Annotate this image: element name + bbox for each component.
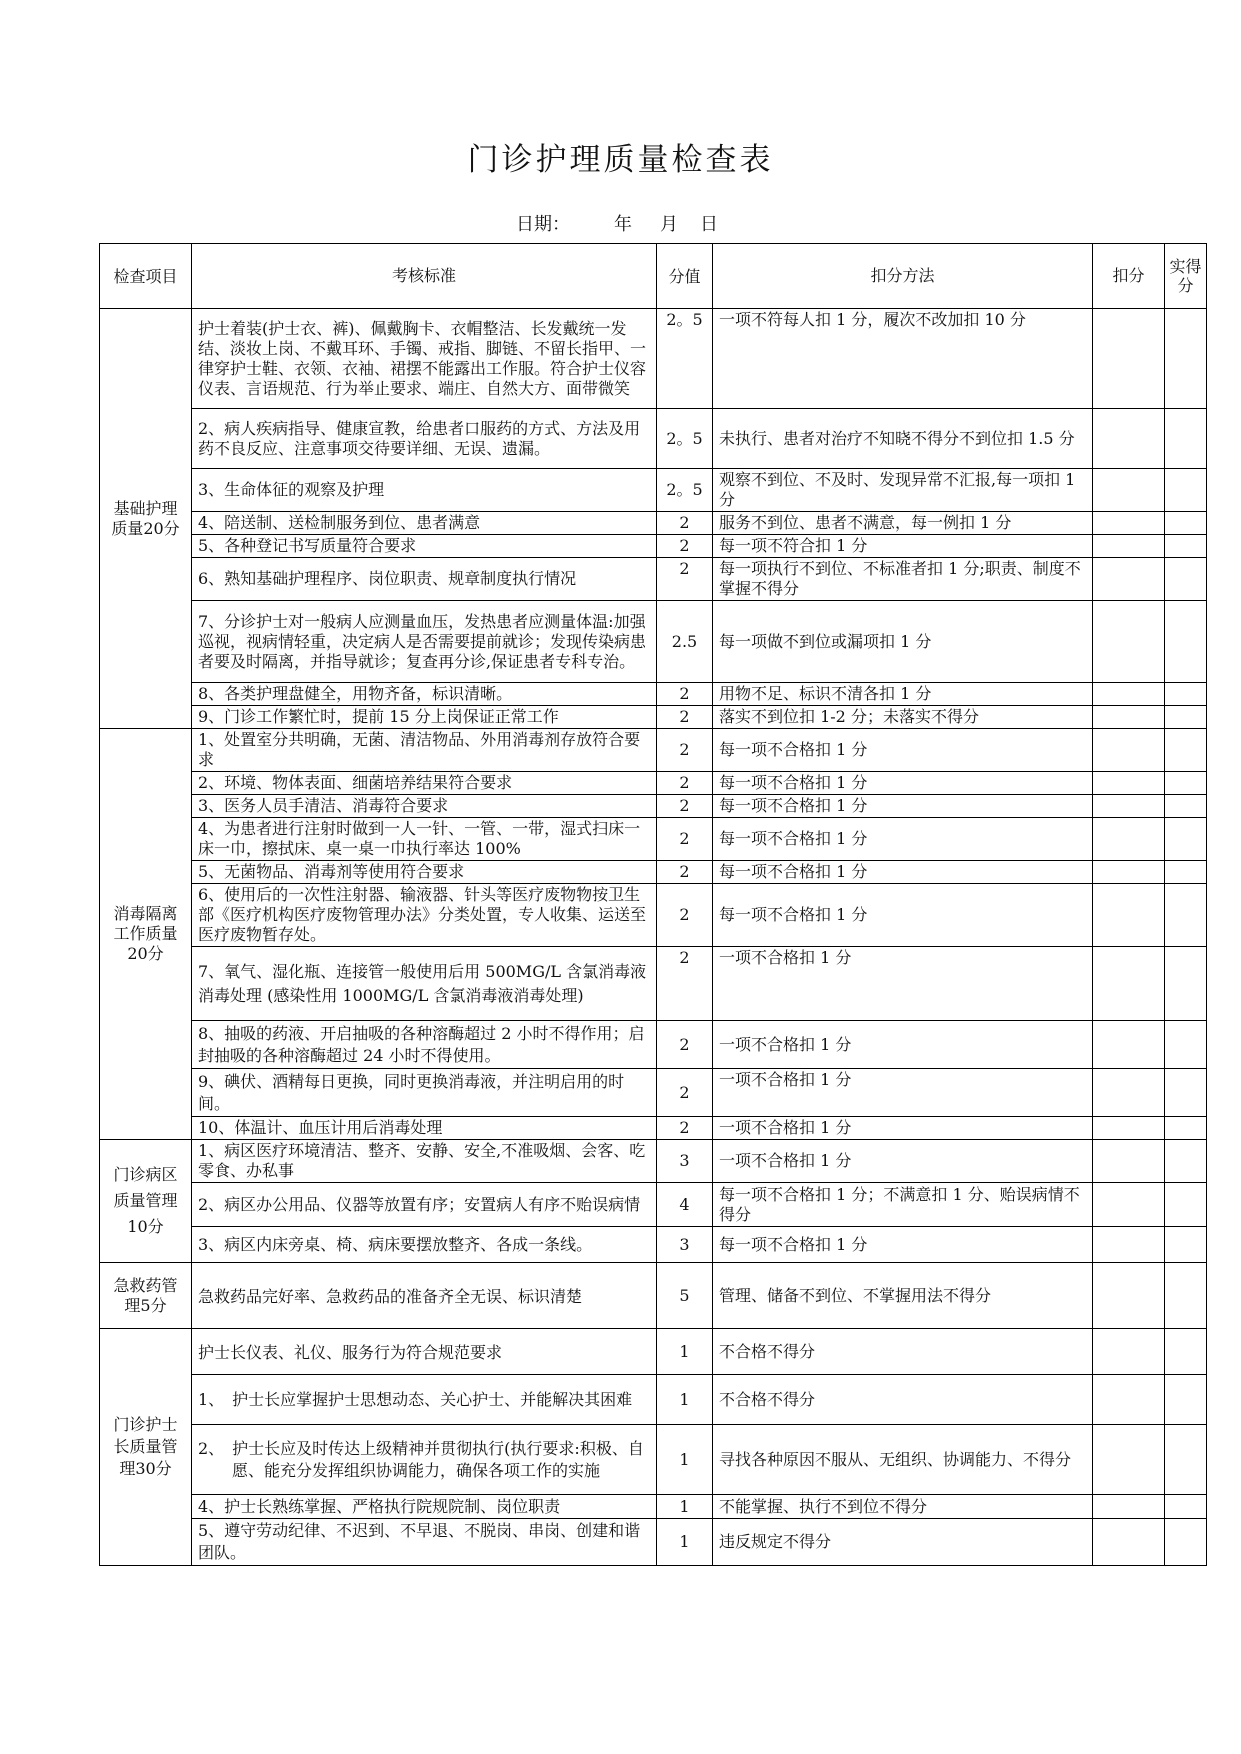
deduct-cell[interactable] bbox=[1093, 1263, 1165, 1329]
deduct-cell[interactable] bbox=[1093, 1375, 1165, 1425]
standard-cell: 急救药品完好率、急救药品的准备齐全无误、标识清楚 bbox=[192, 1263, 657, 1329]
standard-cell: 3、生命体征的观察及护理 bbox=[192, 469, 657, 512]
standard-cell: 1、处置室分共明确，无菌、清洁物品、外用消毒剂存放符合要求 bbox=[192, 729, 657, 772]
table-row bbox=[100, 535, 1207, 558]
standard-cell: 护士着装(护士衣、裤)、佩戴胸卡、衣帽整洁、长发戴统一发结、淡妆上岗、不戴耳环、手镯、戒指、脚链、不留长指甲、一律穿护士鞋、衣领、衣袖、裙摆不能露出工作服。符合护士仪容仪表、言语规范、行为举止要求、端庄、自然大方、面带微笑 bbox=[192, 309, 657, 409]
category-basic-nursing: 基础护理质量20分 bbox=[100, 309, 192, 729]
deduct-cell[interactable] bbox=[1093, 818, 1165, 861]
table-row bbox=[100, 1069, 1207, 1117]
score-cell: 1 bbox=[657, 1329, 713, 1375]
method-cell: 管理、储备不到位、不掌握用法不得分 bbox=[713, 1263, 1093, 1329]
score-cell: 2。5 bbox=[657, 409, 713, 469]
header-standard: 考核标准 bbox=[192, 244, 657, 309]
method-cell: 每一项不合格扣 1 分 bbox=[713, 795, 1093, 818]
table-row bbox=[100, 469, 1207, 512]
actual-score-cell[interactable] bbox=[1165, 469, 1207, 512]
standard-cell: 4、陪送制、送检制服务到位、患者满意 bbox=[192, 512, 657, 535]
score-cell: 2 bbox=[657, 861, 713, 884]
deduct-cell[interactable] bbox=[1093, 729, 1165, 772]
standard-cell: 2、病人疾病指导、健康宣教，给患者口服药的方式、方法及用药不良反应、注意事项交待要详细、无误、遗漏。 bbox=[192, 409, 657, 469]
table-row bbox=[100, 1495, 1207, 1519]
actual-score-cell[interactable] bbox=[1165, 706, 1207, 729]
table-row bbox=[100, 1263, 1207, 1329]
deduct-cell[interactable] bbox=[1093, 309, 1165, 409]
method-cell: 不能掌握、执行不到位不得分 bbox=[713, 1495, 1093, 1519]
actual-score-cell[interactable] bbox=[1165, 1425, 1207, 1495]
table-row bbox=[100, 309, 1207, 409]
deduct-cell[interactable] bbox=[1093, 884, 1165, 947]
table-row bbox=[100, 861, 1207, 884]
standard-cell: 5、遵守劳动纪律、不迟到、不早退、不脱岗、串岗、创建和谐团队。 bbox=[192, 1519, 657, 1566]
score-cell: 2 bbox=[657, 772, 713, 795]
standard-cell: 5、无菌物品、消毒剂等使用符合要求 bbox=[192, 861, 657, 884]
actual-score-cell[interactable] bbox=[1165, 309, 1207, 409]
header-deduct: 扣分 bbox=[1093, 244, 1165, 309]
standard-cell bbox=[192, 1425, 657, 1495]
deduct-cell[interactable] bbox=[1093, 601, 1165, 683]
score-cell: 4 bbox=[657, 1183, 713, 1227]
deduct-cell[interactable] bbox=[1093, 1495, 1165, 1519]
standard-text: 1、 护士长应掌握护士思想动态、关心护士、并能解决其困难 bbox=[198, 1389, 633, 1409]
actual-score-cell[interactable] bbox=[1165, 558, 1207, 601]
table-row bbox=[100, 884, 1207, 947]
standard-cell: 9、门诊工作繁忙时，提前 15 分上岗保证正常工作 bbox=[192, 706, 657, 729]
table-row bbox=[100, 706, 1207, 729]
standard-cell: 7、氧气、湿化瓶、连接管一般使用后用 500MG/L 含氯消毒液消毒处理 (感染性用 1000MG/L 含氯消毒液消毒处理) bbox=[192, 947, 657, 1021]
table-row bbox=[100, 1519, 1207, 1566]
deduct-cell[interactable] bbox=[1093, 1227, 1165, 1263]
actual-score-cell[interactable] bbox=[1165, 601, 1207, 683]
score-cell: 2 bbox=[657, 558, 713, 601]
score-cell: 3 bbox=[657, 1227, 713, 1263]
standard-cell: 5、各种登记书写质量符合要求 bbox=[192, 535, 657, 558]
score-cell: 2 bbox=[657, 947, 713, 1021]
table-row bbox=[100, 1117, 1207, 1140]
table-row bbox=[100, 1021, 1207, 1069]
score-cell: 2 bbox=[657, 683, 713, 706]
table-row bbox=[100, 1227, 1207, 1263]
date-year: 年 bbox=[614, 214, 632, 235]
actual-score-cell[interactable] bbox=[1165, 795, 1207, 818]
score-cell: 1 bbox=[657, 1375, 713, 1425]
score-cell: 1 bbox=[657, 1425, 713, 1495]
actual-score-cell[interactable] bbox=[1165, 884, 1207, 947]
score-cell: 2 bbox=[657, 884, 713, 947]
table-row bbox=[100, 1140, 1207, 1183]
standard-cell: 8、各类护理盘健全，用物齐备，标识清晰。 bbox=[192, 683, 657, 706]
method-cell: 不合格不得分 bbox=[713, 1375, 1093, 1425]
score-cell: 2。5 bbox=[657, 309, 713, 409]
method-cell: 每一项不合格扣 1 分 bbox=[713, 818, 1093, 861]
standard-cell: 2、环境、物体表面、细菌培养结果符合要求 bbox=[192, 772, 657, 795]
document-title: 门诊护理质量检查表 bbox=[467, 142, 774, 178]
deduct-cell[interactable] bbox=[1093, 1183, 1165, 1227]
table-row bbox=[100, 795, 1207, 818]
score-cell: 2 bbox=[657, 1117, 713, 1140]
actual-score-cell[interactable] bbox=[1165, 818, 1207, 861]
deduct-cell[interactable] bbox=[1093, 512, 1165, 535]
standard-cell: 1、病区医疗环境清洁、整齐、安静、安全,不准吸烟、会客、吃零食、办私事 bbox=[192, 1140, 657, 1183]
method-cell: 每一项不合格扣 1 分；不满意扣 1 分、贻误病情不得分 bbox=[713, 1183, 1093, 1227]
score-cell: 2 bbox=[657, 1021, 713, 1069]
header-method: 扣分方法 bbox=[713, 244, 1093, 309]
method-cell: 用物不足、标识不清各扣 1 分 bbox=[713, 683, 1093, 706]
method-cell: 未执行、患者对治疗不知晓不得分不到位扣 1.5 分 bbox=[713, 409, 1093, 469]
table-row bbox=[100, 409, 1207, 469]
score-cell: 2 bbox=[657, 1069, 713, 1117]
method-cell: 服务不到位、患者不满意，每一例扣 1 分 bbox=[713, 512, 1093, 535]
actual-score-cell[interactable] bbox=[1165, 861, 1207, 884]
actual-score-cell[interactable] bbox=[1165, 535, 1207, 558]
table-row bbox=[100, 601, 1207, 683]
method-cell: 落实不到位扣 1-2 分；未落实不得分 bbox=[713, 706, 1093, 729]
table-row bbox=[100, 729, 1207, 772]
date-label: 日期： bbox=[516, 214, 570, 235]
deduct-cell[interactable] bbox=[1093, 409, 1165, 469]
deduct-cell[interactable] bbox=[1093, 558, 1165, 601]
method-cell: 不合格不得分 bbox=[713, 1329, 1093, 1375]
score-cell: 2 bbox=[657, 706, 713, 729]
actual-score-cell[interactable] bbox=[1165, 1519, 1207, 1566]
standard-cell: 4、为患者进行注射时做到一人一针、一管、一带，湿式扫床一床一巾，擦拭床、桌一桌一巾执行率达 100% bbox=[192, 818, 657, 861]
standard-cell: 10、体温计、血压计用后消毒处理 bbox=[192, 1117, 657, 1140]
table-row bbox=[100, 1425, 1207, 1495]
table-row bbox=[100, 512, 1207, 535]
actual-score-cell[interactable] bbox=[1165, 1140, 1207, 1183]
method-cell: 一项不合格扣 1 分 bbox=[713, 1069, 1093, 1117]
standard-cell: 3、医务人员手清洁、消毒符合要求 bbox=[192, 795, 657, 818]
category-disinfection: 消毒隔离工作质量20分 bbox=[100, 729, 192, 1140]
actual-score-cell[interactable] bbox=[1165, 1375, 1207, 1425]
score-cell: 1 bbox=[657, 1495, 713, 1519]
deduct-cell[interactable] bbox=[1093, 535, 1165, 558]
method-cell: 每一项不合格扣 1 分 bbox=[713, 729, 1093, 772]
actual-score-cell[interactable] bbox=[1165, 683, 1207, 706]
actual-score-cell[interactable] bbox=[1165, 1495, 1207, 1519]
actual-score-cell[interactable] bbox=[1165, 729, 1207, 772]
score-cell: 3 bbox=[657, 1140, 713, 1183]
standard-cell: 6、使用后的一次性注射器、输液器、针头等医疗废物物按卫生部《医疗机构医疗废物管理办法》分类处置，专人收集、运送至医疗废物暂存处。 bbox=[192, 884, 657, 947]
standard-text: 2、 护士长应及时传达上级精神并贯彻执行(执行要求:积极、自愿、能充分发挥组织协调能力，确保各项工作的实施 bbox=[198, 1438, 644, 1480]
standard-cell: 8、抽吸的药液、开启抽吸的各种溶酶超过 2 小时不得作用；启封抽吸的各种溶酶超过 24 小时不得使用。 bbox=[192, 1021, 657, 1069]
standard-cell bbox=[192, 1375, 657, 1425]
method-cell: 一项不符每人扣 1 分，履次不改加扣 10 分 bbox=[713, 309, 1093, 409]
deduct-cell[interactable] bbox=[1093, 772, 1165, 795]
method-cell: 一项不合格扣 1 分 bbox=[713, 1140, 1093, 1183]
deduct-cell[interactable] bbox=[1093, 706, 1165, 729]
method-cell: 寻找各种原因不服从、无组织、协调能力、不得分 bbox=[713, 1425, 1093, 1495]
deduct-cell[interactable] bbox=[1093, 795, 1165, 818]
method-cell: 每一项不合格扣 1 分 bbox=[713, 884, 1093, 947]
deduct-cell[interactable] bbox=[1093, 1329, 1165, 1375]
method-cell: 一项不合格扣 1 分 bbox=[713, 1021, 1093, 1069]
score-cell: 2 bbox=[657, 818, 713, 861]
actual-score-cell[interactable] bbox=[1165, 1183, 1207, 1227]
category-ward-management: 门诊病区质量管理10分 bbox=[100, 1140, 192, 1263]
deduct-cell[interactable] bbox=[1093, 1117, 1165, 1140]
deduct-cell[interactable] bbox=[1093, 861, 1165, 884]
actual-score-cell[interactable] bbox=[1165, 1021, 1207, 1069]
deduct-cell[interactable] bbox=[1093, 947, 1165, 1021]
header-score: 分值 bbox=[657, 244, 713, 309]
score-cell: 5 bbox=[657, 1263, 713, 1329]
score-cell: 2。5 bbox=[657, 469, 713, 512]
table-row bbox=[100, 683, 1207, 706]
deduct-cell[interactable] bbox=[1093, 1140, 1165, 1183]
method-cell: 一项不合格扣 1 分 bbox=[713, 947, 1093, 1021]
actual-score-cell[interactable] bbox=[1165, 1263, 1207, 1329]
table-row bbox=[100, 1183, 1207, 1227]
deduct-cell[interactable] bbox=[1093, 469, 1165, 512]
method-cell: 违反规定不得分 bbox=[713, 1519, 1093, 1566]
header-category: 检查项目 bbox=[100, 244, 192, 309]
score-cell: 2 bbox=[657, 512, 713, 535]
method-cell: 每一项不符合扣 1 分 bbox=[713, 535, 1093, 558]
actual-score-cell[interactable] bbox=[1165, 512, 1207, 535]
score-cell: 2.5 bbox=[657, 601, 713, 683]
standard-cell: 护士长仪表、礼仪、服务行为符合规范要求 bbox=[192, 1329, 657, 1375]
deduct-cell[interactable] bbox=[1093, 683, 1165, 706]
date-day: 日 bbox=[700, 214, 718, 235]
method-cell: 每一项不合格扣 1 分 bbox=[713, 861, 1093, 884]
date-line bbox=[516, 210, 718, 236]
standard-cell: 9、碘伏、酒精每日更换，同时更换消毒液，并注明启用的时间。 bbox=[192, 1069, 657, 1117]
category-head-nurse: 门诊护士长质量管理30分 bbox=[100, 1329, 192, 1566]
standard-cell: 2、病区办公用品、仪器等放置有序；安置病人有序不贻误病情 bbox=[192, 1183, 657, 1227]
table-row bbox=[100, 1375, 1207, 1425]
table-header-row bbox=[100, 244, 1207, 309]
category-emergency-drugs: 急救药管理5分 bbox=[100, 1263, 192, 1329]
standard-cell: 4、护士长熟练掌握、严格执行院规院制、岗位职责 bbox=[192, 1495, 657, 1519]
actual-score-cell[interactable] bbox=[1165, 947, 1207, 1021]
table-row bbox=[100, 558, 1207, 601]
deduct-cell[interactable] bbox=[1093, 1021, 1165, 1069]
standard-cell: 7、分诊护士对一般病人应测量血压，发热患者应测量体温:加强巡视，视病情轻重，决定病人是否需要提前就诊；发现传染病患者要及时隔离，并指导就诊；复查再分诊,保证患者专科专治。 bbox=[192, 601, 657, 683]
deduct-cell[interactable] bbox=[1093, 1069, 1165, 1117]
table-row bbox=[100, 947, 1207, 1021]
score-cell: 1 bbox=[657, 1519, 713, 1566]
method-cell: 每一项执行不到位、不标准者扣 1 分;职责、制度不掌握不得分 bbox=[713, 558, 1093, 601]
method-cell: 观察不到位、不及时、发现异常不汇报,每一项扣 1 分 bbox=[713, 469, 1093, 512]
score-cell: 2 bbox=[657, 729, 713, 772]
actual-score-cell[interactable] bbox=[1165, 1069, 1207, 1117]
deduct-cell[interactable] bbox=[1093, 1425, 1165, 1495]
table-row bbox=[100, 772, 1207, 795]
table-row bbox=[100, 818, 1207, 861]
actual-score-cell[interactable] bbox=[1165, 1227, 1207, 1263]
table-row bbox=[100, 1329, 1207, 1375]
standard-cell: 3、病区内床旁桌、椅、病床要摆放整齐、各成一条线。 bbox=[192, 1227, 657, 1263]
actual-score-cell[interactable] bbox=[1165, 1329, 1207, 1375]
standard-cell: 6、熟知基础护理程序、岗位职责、规章制度执行情况 bbox=[192, 558, 657, 601]
score-cell: 2 bbox=[657, 535, 713, 558]
date-month: 月 bbox=[660, 214, 678, 235]
method-cell: 每一项不合格扣 1 分 bbox=[713, 1227, 1093, 1263]
score-cell: 2 bbox=[657, 795, 713, 818]
header-actual: 实得分 bbox=[1165, 244, 1207, 309]
method-cell: 每一项做不到位或漏项扣 1 分 bbox=[713, 601, 1093, 683]
method-cell: 每一项不合格扣 1 分 bbox=[713, 772, 1093, 795]
deduct-cell[interactable] bbox=[1093, 1519, 1165, 1566]
actual-score-cell[interactable] bbox=[1165, 772, 1207, 795]
actual-score-cell[interactable] bbox=[1165, 1117, 1207, 1140]
actual-score-cell[interactable] bbox=[1165, 409, 1207, 469]
inspection-table bbox=[99, 243, 1207, 1566]
method-cell: 一项不合格扣 1 分 bbox=[713, 1117, 1093, 1140]
